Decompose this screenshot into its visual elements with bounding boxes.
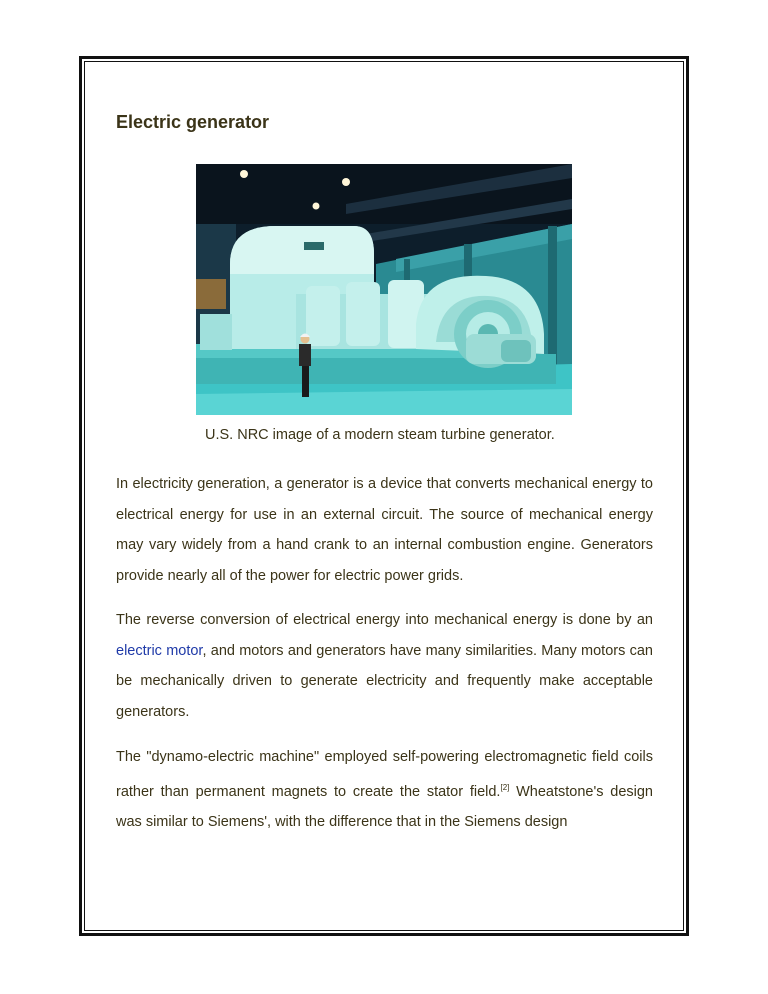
paragraph-2-text-start: The reverse conversion of electrical energy into mechanical energy is done by an (116, 612, 653, 628)
image-caption: U.S. NRC image of a modern steam turbine generator. (205, 427, 555, 443)
paragraph-3-text-end: Wheatstone's design was similar to Siemens', with the difference that in the Siemens design (116, 783, 653, 830)
paragraph-2-text-end: , and motors and generators have many similarities. Many motors can be mechanically driven to generate electricity and frequently make acceptable generators. (116, 642, 653, 720)
steam-turbine-generator-photo (196, 164, 572, 415)
document-title: Electric generator (116, 112, 270, 132)
paragraph-2 (116, 605, 653, 727)
paragraph-1: In electricity generation, a generator is a device that converts mechanical energy to electrical energy for use in an external circuit. The source of mechanical energy may vary widely from a hand crank to an internal combustion engine. Generators provide nearly all of the power for electric power grids. (116, 476, 653, 584)
reference-2[interactable]: [2] (500, 782, 510, 792)
paragraph-3 (116, 742, 653, 838)
electric-motor-link[interactable]: electric motor (116, 642, 203, 659)
paragraph-3-text-start: The "dynamo-electric machine" employed self-powering electromagnetic field coils rather than permanent magnets to create the stator field. (116, 749, 653, 800)
